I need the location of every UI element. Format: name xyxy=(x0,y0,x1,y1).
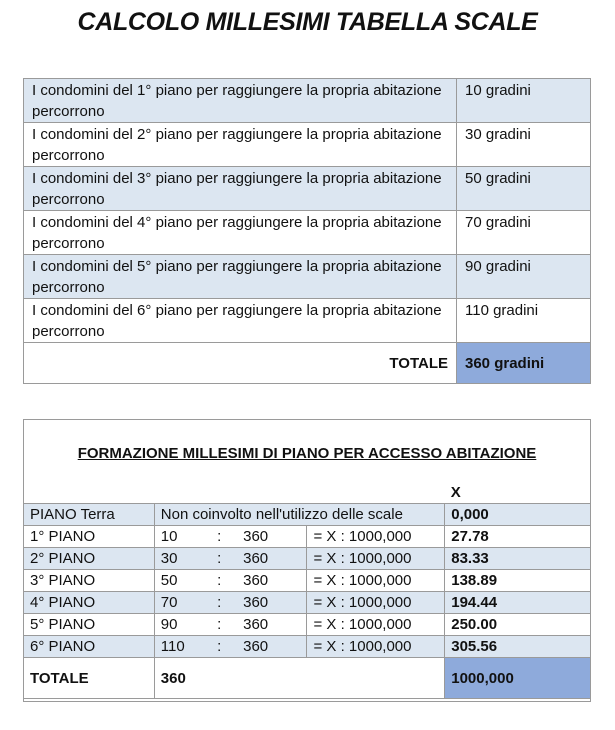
piano-label: 2° PIANO xyxy=(24,548,155,570)
piano-label: 5° PIANO xyxy=(24,614,155,636)
row-description: I condomini del 2° piano per raggiungere la propria abitazione percorrono xyxy=(24,123,457,167)
steps-value: 50 xyxy=(154,570,211,592)
table-row xyxy=(24,548,591,570)
total-value: 360 gradini xyxy=(457,343,591,384)
table-row xyxy=(24,570,591,592)
x-value: 250.00 xyxy=(445,614,591,636)
total-steps: 360 xyxy=(154,658,444,699)
steps-value: 110 xyxy=(154,636,211,658)
row-description: I condomini del 5° piano per raggiungere la propria abitazione percorrono xyxy=(24,255,457,299)
table-row xyxy=(24,592,591,614)
piano-label: 1° PIANO xyxy=(24,526,155,548)
section-heading: FORMAZIONE MILLESIMI DI PIANO PER ACCESSO ABITAZIONE xyxy=(77,444,537,462)
x-value: 138.89 xyxy=(445,570,591,592)
total-steps: 360 xyxy=(237,592,307,614)
x-value: 83.33 xyxy=(445,548,591,570)
page-title: CALCOLO MILLESIMI TABELLA SCALE xyxy=(77,8,538,36)
row-description: I condomini del 3° piano per raggiungere la propria abitazione percorrono xyxy=(24,167,457,211)
total-steps: 360 xyxy=(237,526,307,548)
steps-value: 10 xyxy=(154,526,211,548)
steps-value: 70 xyxy=(154,592,211,614)
ratio-separator: : xyxy=(211,570,237,592)
row-description: I condomini del 4° piano per raggiungere la propria abitazione percorrono xyxy=(24,211,457,255)
piano-label: 3° PIANO xyxy=(24,570,155,592)
table-row xyxy=(24,614,591,636)
millesimi-table xyxy=(23,419,591,699)
total-steps: 360 xyxy=(237,614,307,636)
piano-label: 6° PIANO xyxy=(24,636,155,658)
piano-label: PIANO Terra xyxy=(24,504,155,526)
proportion-text: = X : 1000,000 xyxy=(307,636,445,658)
x-value: 0,000 xyxy=(445,504,591,526)
ratio-separator: : xyxy=(211,526,237,548)
proportion-text: = X : 1000,000 xyxy=(307,526,445,548)
x-value: 27.78 xyxy=(445,526,591,548)
total-row xyxy=(24,658,591,699)
table-row xyxy=(24,123,591,167)
table-row xyxy=(24,299,591,343)
ground-note: Non coinvolto nell'utilizzo delle scale xyxy=(154,504,444,526)
x-value: 305.56 xyxy=(445,636,591,658)
table-row xyxy=(24,504,591,526)
table-row xyxy=(24,255,591,299)
total-steps: 360 xyxy=(237,548,307,570)
total-label: TOTALE xyxy=(24,343,457,384)
row-description: I condomini del 1° piano per raggiungere la propria abitazione percorrono xyxy=(24,79,457,123)
steps-value: 30 xyxy=(154,548,211,570)
total-x-value: 1000,000 xyxy=(445,658,591,699)
row-steps: 70 gradini xyxy=(457,211,591,255)
ratio-separator: : xyxy=(211,614,237,636)
proportion-text: = X : 1000,000 xyxy=(307,614,445,636)
proportion-text: = X : 1000,000 xyxy=(307,570,445,592)
piano-label: 4° PIANO xyxy=(24,592,155,614)
total-steps: 360 xyxy=(237,636,307,658)
table-row xyxy=(24,211,591,255)
table-row xyxy=(24,79,591,123)
row-steps: 110 gradini xyxy=(457,299,591,343)
total-steps: 360 xyxy=(237,570,307,592)
table-row xyxy=(24,636,591,658)
table-row xyxy=(24,167,591,211)
row-description: I condomini del 6° piano per raggiungere la propria abitazione percorrono xyxy=(24,299,457,343)
row-steps: 90 gradini xyxy=(457,255,591,299)
proportion-text: = X : 1000,000 xyxy=(307,592,445,614)
ratio-separator: : xyxy=(211,636,237,658)
ratio-separator: : xyxy=(211,592,237,614)
row-steps: 30 gradini xyxy=(457,123,591,167)
row-steps: 50 gradini xyxy=(457,167,591,211)
total-label: TOTALE xyxy=(24,658,155,699)
total-row xyxy=(24,343,591,384)
table-row xyxy=(24,526,591,548)
stairs-steps-table xyxy=(23,78,591,384)
row-steps: 10 gradini xyxy=(457,79,591,123)
proportion-text: = X : 1000,000 xyxy=(307,548,445,570)
steps-value: 90 xyxy=(154,614,211,636)
ratio-separator: : xyxy=(211,548,237,570)
x-column-header: X xyxy=(450,484,461,501)
x-value: 194.44 xyxy=(445,592,591,614)
